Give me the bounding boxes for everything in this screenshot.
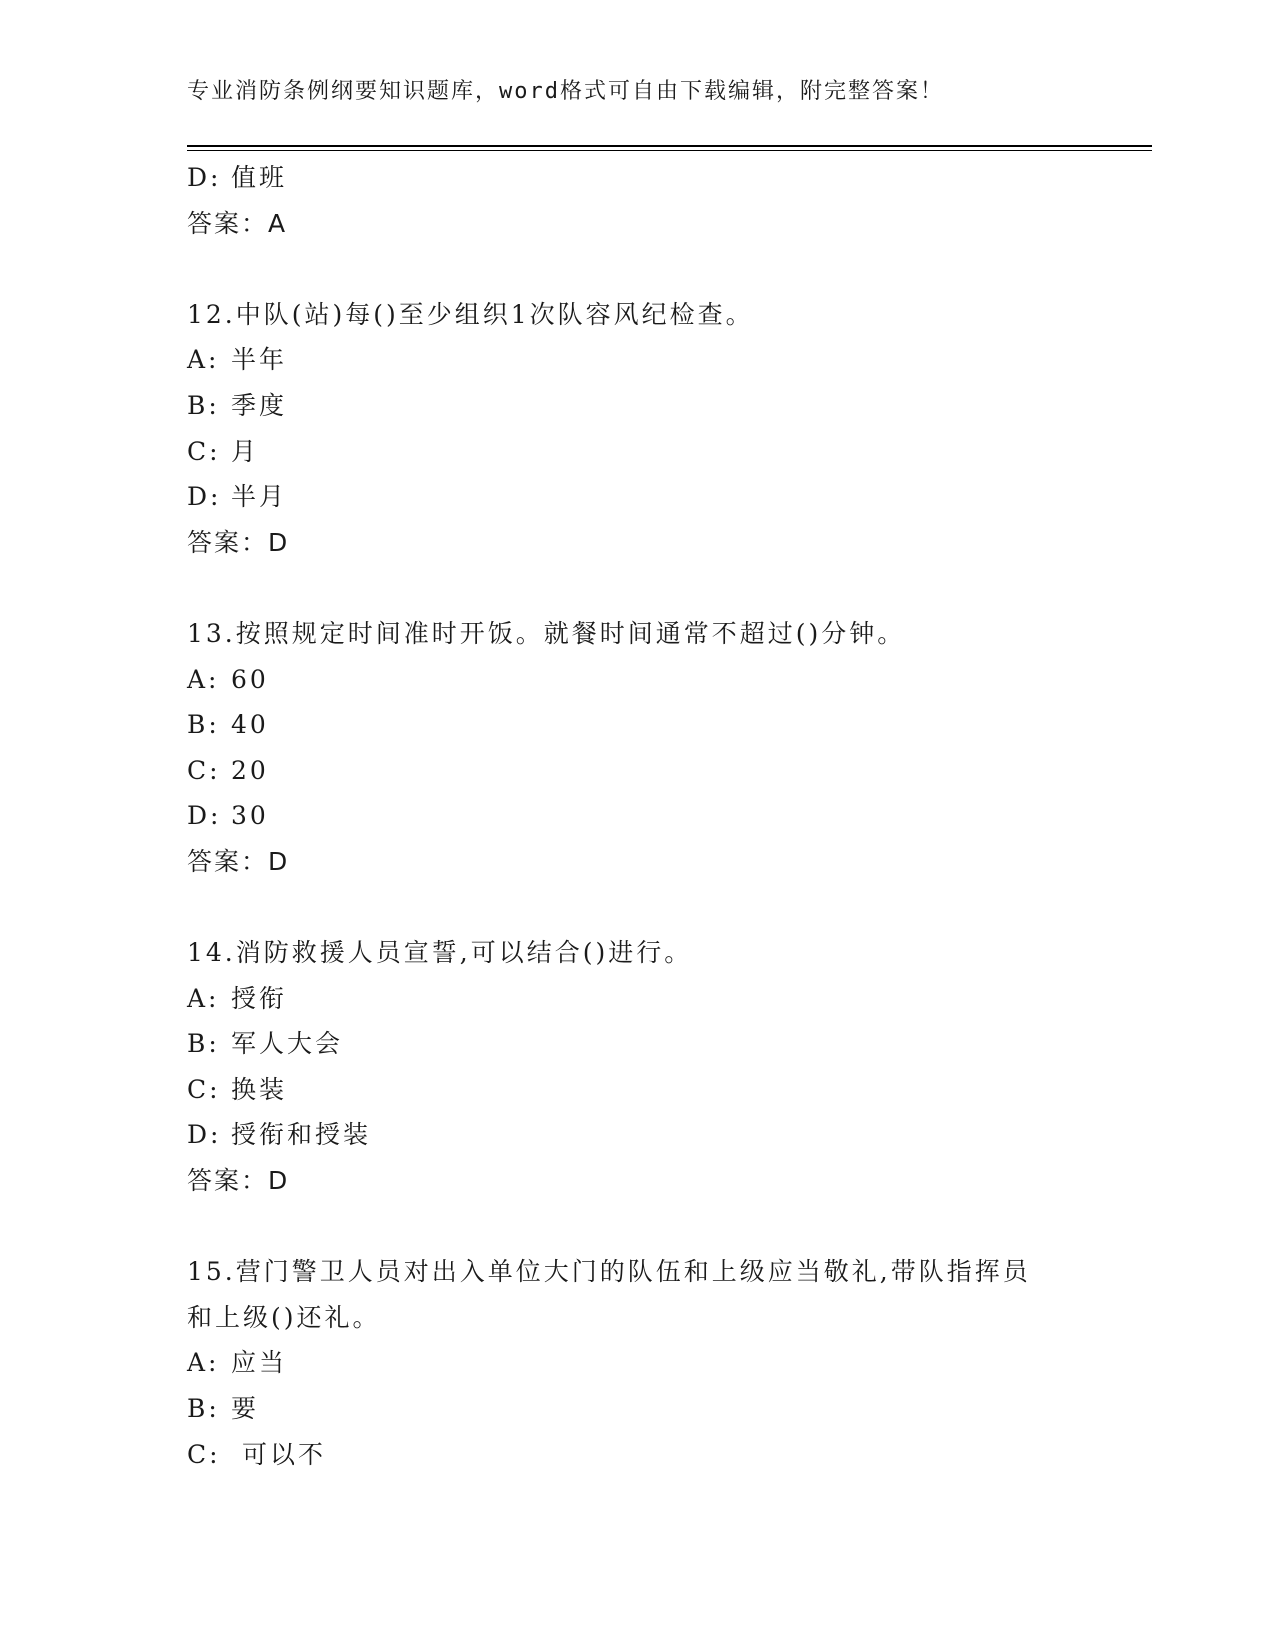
answer-line: 答案：A [187,208,288,238]
option-row [187,155,1067,201]
header-divider-bottom [187,150,1152,151]
option-row [187,976,1067,1022]
option-label: A: [187,1348,220,1378]
option-text: 授衔 [231,983,288,1013]
option-label: A: [187,983,220,1013]
option-row [187,474,1067,520]
option-label: B: [187,390,220,420]
option-row [187,429,1067,475]
option-label: A: [187,345,220,375]
option-text: 要 [231,1394,260,1424]
option-text: 授衔和授装 [231,1120,372,1150]
option-row [187,1340,1067,1386]
option-row [187,1386,1067,1432]
option-text: 值班 [231,163,288,192]
option-text: 应当 [231,1348,288,1378]
option-row [187,383,1067,429]
answer-line: 答案：D [187,1166,290,1196]
option-label: A: [187,664,220,694]
option-text: 军人大会 [231,1029,344,1059]
option-row [187,793,1067,839]
header-divider-top [187,145,1152,147]
option-row [187,1067,1067,1113]
question-content [187,155,1067,1477]
option-row [187,1432,1067,1478]
question-text: 15.营门警卫人员对出入单位大门的队伍和上级应当敬礼,带队指挥员 [187,1257,1031,1287]
option-label: D: [187,1120,222,1150]
question-text: 13.按照规定时间准时开饭。就餐时间通常不超过()分钟。 [187,618,906,648]
question-text: 14.消防救援人员宣誓,可以结合()进行。 [187,938,693,968]
document-header: 专业消防条例纲要知识题库，word格式可自由下载编辑，附完整答案！ [187,79,944,104]
option-text: 季度 [231,390,288,420]
option-text: 20 [231,755,269,785]
option-label: B: [187,1394,220,1424]
question-text: 12.中队(站)每()至少组织1次队容风纪检查。 [187,299,754,329]
option-text: 换装 [231,1074,288,1104]
option-text: 可以不 [231,1439,326,1469]
option-label: C: [187,436,221,466]
option-row [187,1021,1067,1067]
answer-line: 答案：D [187,527,290,557]
option-label: C: [187,1074,221,1104]
question-text-continued: 和上级()还礼。 [187,1302,381,1332]
option-row [187,748,1067,794]
option-row [187,702,1067,748]
option-label: D: [187,482,222,512]
option-label: B: [187,710,220,740]
option-text: 30 [231,801,269,831]
option-label: C: [187,755,221,785]
option-label: D: [187,163,222,192]
option-label: C: [187,1439,221,1469]
option-label: D: [187,801,222,831]
option-row [187,337,1067,383]
option-text: 60 [231,664,269,694]
option-text: 月 [231,436,260,466]
option-label: B: [187,1029,220,1059]
option-text: 半年 [231,345,288,375]
option-text: 半月 [231,482,288,512]
option-text: 40 [231,710,269,740]
option-row [187,657,1067,703]
answer-line: 答案：D [187,846,290,876]
option-row [187,1112,1067,1158]
